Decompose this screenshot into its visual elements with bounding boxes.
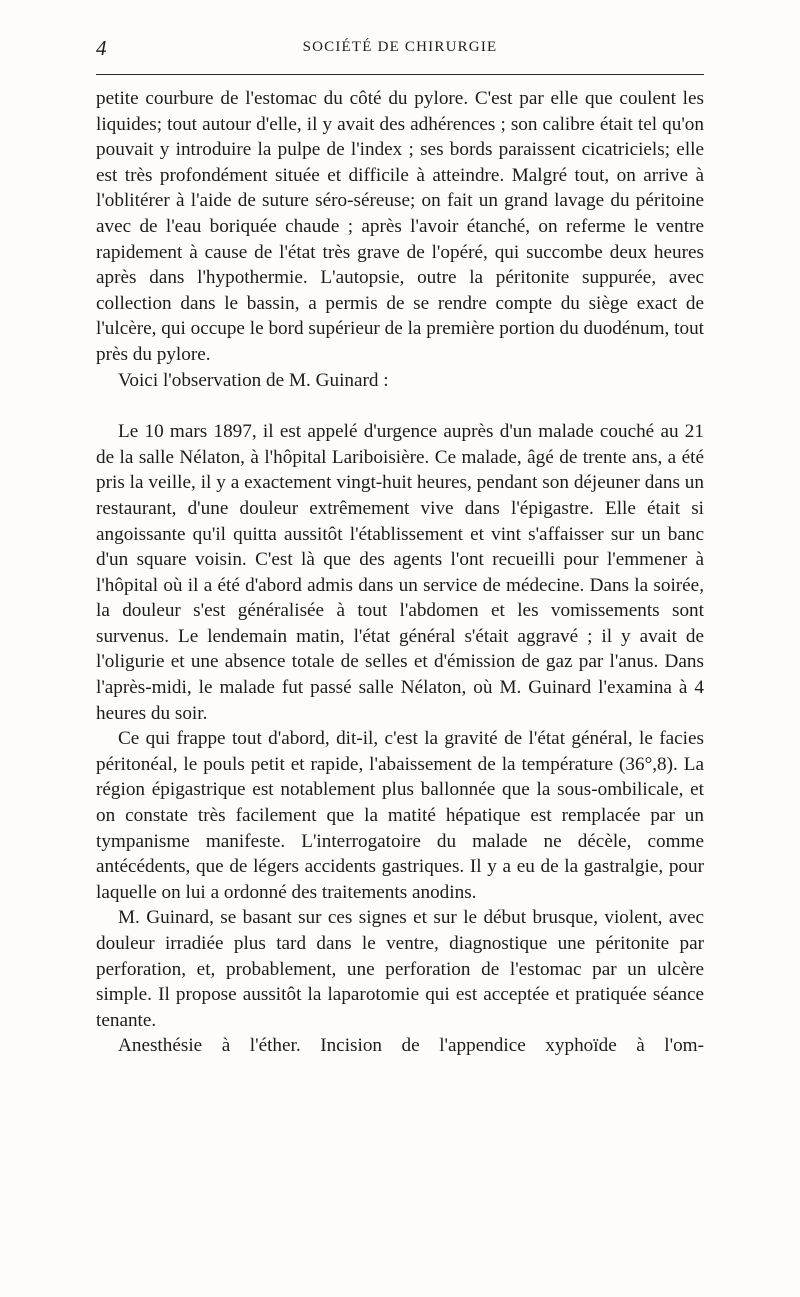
page-header [96,36,704,62]
paragraph-case-history: Le 10 mars 1897, il est appelé d'urgence auprès d'un malade couché au 21 de la salle Nélaton, à l'hôpital Lariboisière. Ce malade, âgé de trente ans, a été pris la veille, il y a exactement vingt-huit heures, pendant son déjeuner dans un restaurant, d'une douleur extrêmement vive dans l'épigastre. Elle était si angoissante qu'il quitta aussitôt l'établissement et vint s'affaisser sur un banc d'un square voisin. C'est là que des agents l'ont recueilli pour l'emmener à l'hôpital où il a été d'abord admis dans un service de médecine. Dans la soirée, la douleur s'est généralisée à tout l'abdomen et les vomissements sont survenus. Le lendemain matin, l'état général s'était aggravé ; il y avait de l'oligurie et une absence totale de selles et d'émission de gaz par l'anus. Dans l'après-midi, le malade fut passé salle Nélaton, où M. Guinard l'examina à 4 heures du soir. [96,421,704,724]
page-number: 4 [96,36,107,60]
paragraph-intro-observation: Voici l'observation de M. Guinard : [118,369,389,391]
running-head: SOCIÉTÉ DE CHIRURGIE [302,39,498,55]
paragraph-examination: Ce qui frappe tout d'abord, dit-il, c'est la gravité de l'état général, le facies péritonéal, le pouls petit et rapide, l'abaissement de la température (36°,8). La région épigastrique est notablement plus ballonnée que la sous-ombilicale, et on constate très facilement que la matité hépatique est remplacée par un tympanisme manifeste. L'interrogatoire du malade ne décèle, comme antécédents, que de légers accidents gastriques. Il y a eu de la gastralgie, pour laquelle on lui a ordonné des traitements anodins. [96,728,704,903]
paragraph-gap [96,393,704,419]
paragraph-diagnosis: M. Guinard, se basant sur ces signes et sur le début brusque, violent, avec douleur irradiée plus tard dans le ventre, diagnostique une péritonite par perforation, et, probablement, une perforation de l'estomac par un ulcère simple. Il propose aussitôt la laparotomie qui est acceptée et pratiquée séance tenante. [96,907,704,1031]
header-rule [96,74,704,75]
body-text [96,86,704,1059]
paragraph-anesthesia: Anesthésie à l'éther. Incision de l'appendice xyphoïde à l'om- [118,1035,704,1057]
paragraph-continuation: petite courbure de l'estomac du côté du pylore. C'est par elle que coulent les liquides; tout autour d'elle, il y avait des adhérences ; son calibre était tel qu'on pouvait y introduire la pulpe de l'index ; ses bords paraissent cicatriciels; elle est très profondément située et difficile à atteindre. Malgré tout, on arrive à l'oblitérer à l'aide de suture séro-séreuse; on fait un grand lavage du péritoine avec de l'eau boriquée chaude ; après l'avoir étanché, on referme le ventre rapidement à cause de l'état très grave de l'opéré, qui succombe deux heures après dans l'hypothermie. L'autopsie, outre la péritonite suppurée, avec collection dans le bassin, a permis de se rendre compte du siège exact de l'ulcère, qui occupe le bord supérieur de la première portion du duodénum, tout près du pylore. [96,88,704,365]
